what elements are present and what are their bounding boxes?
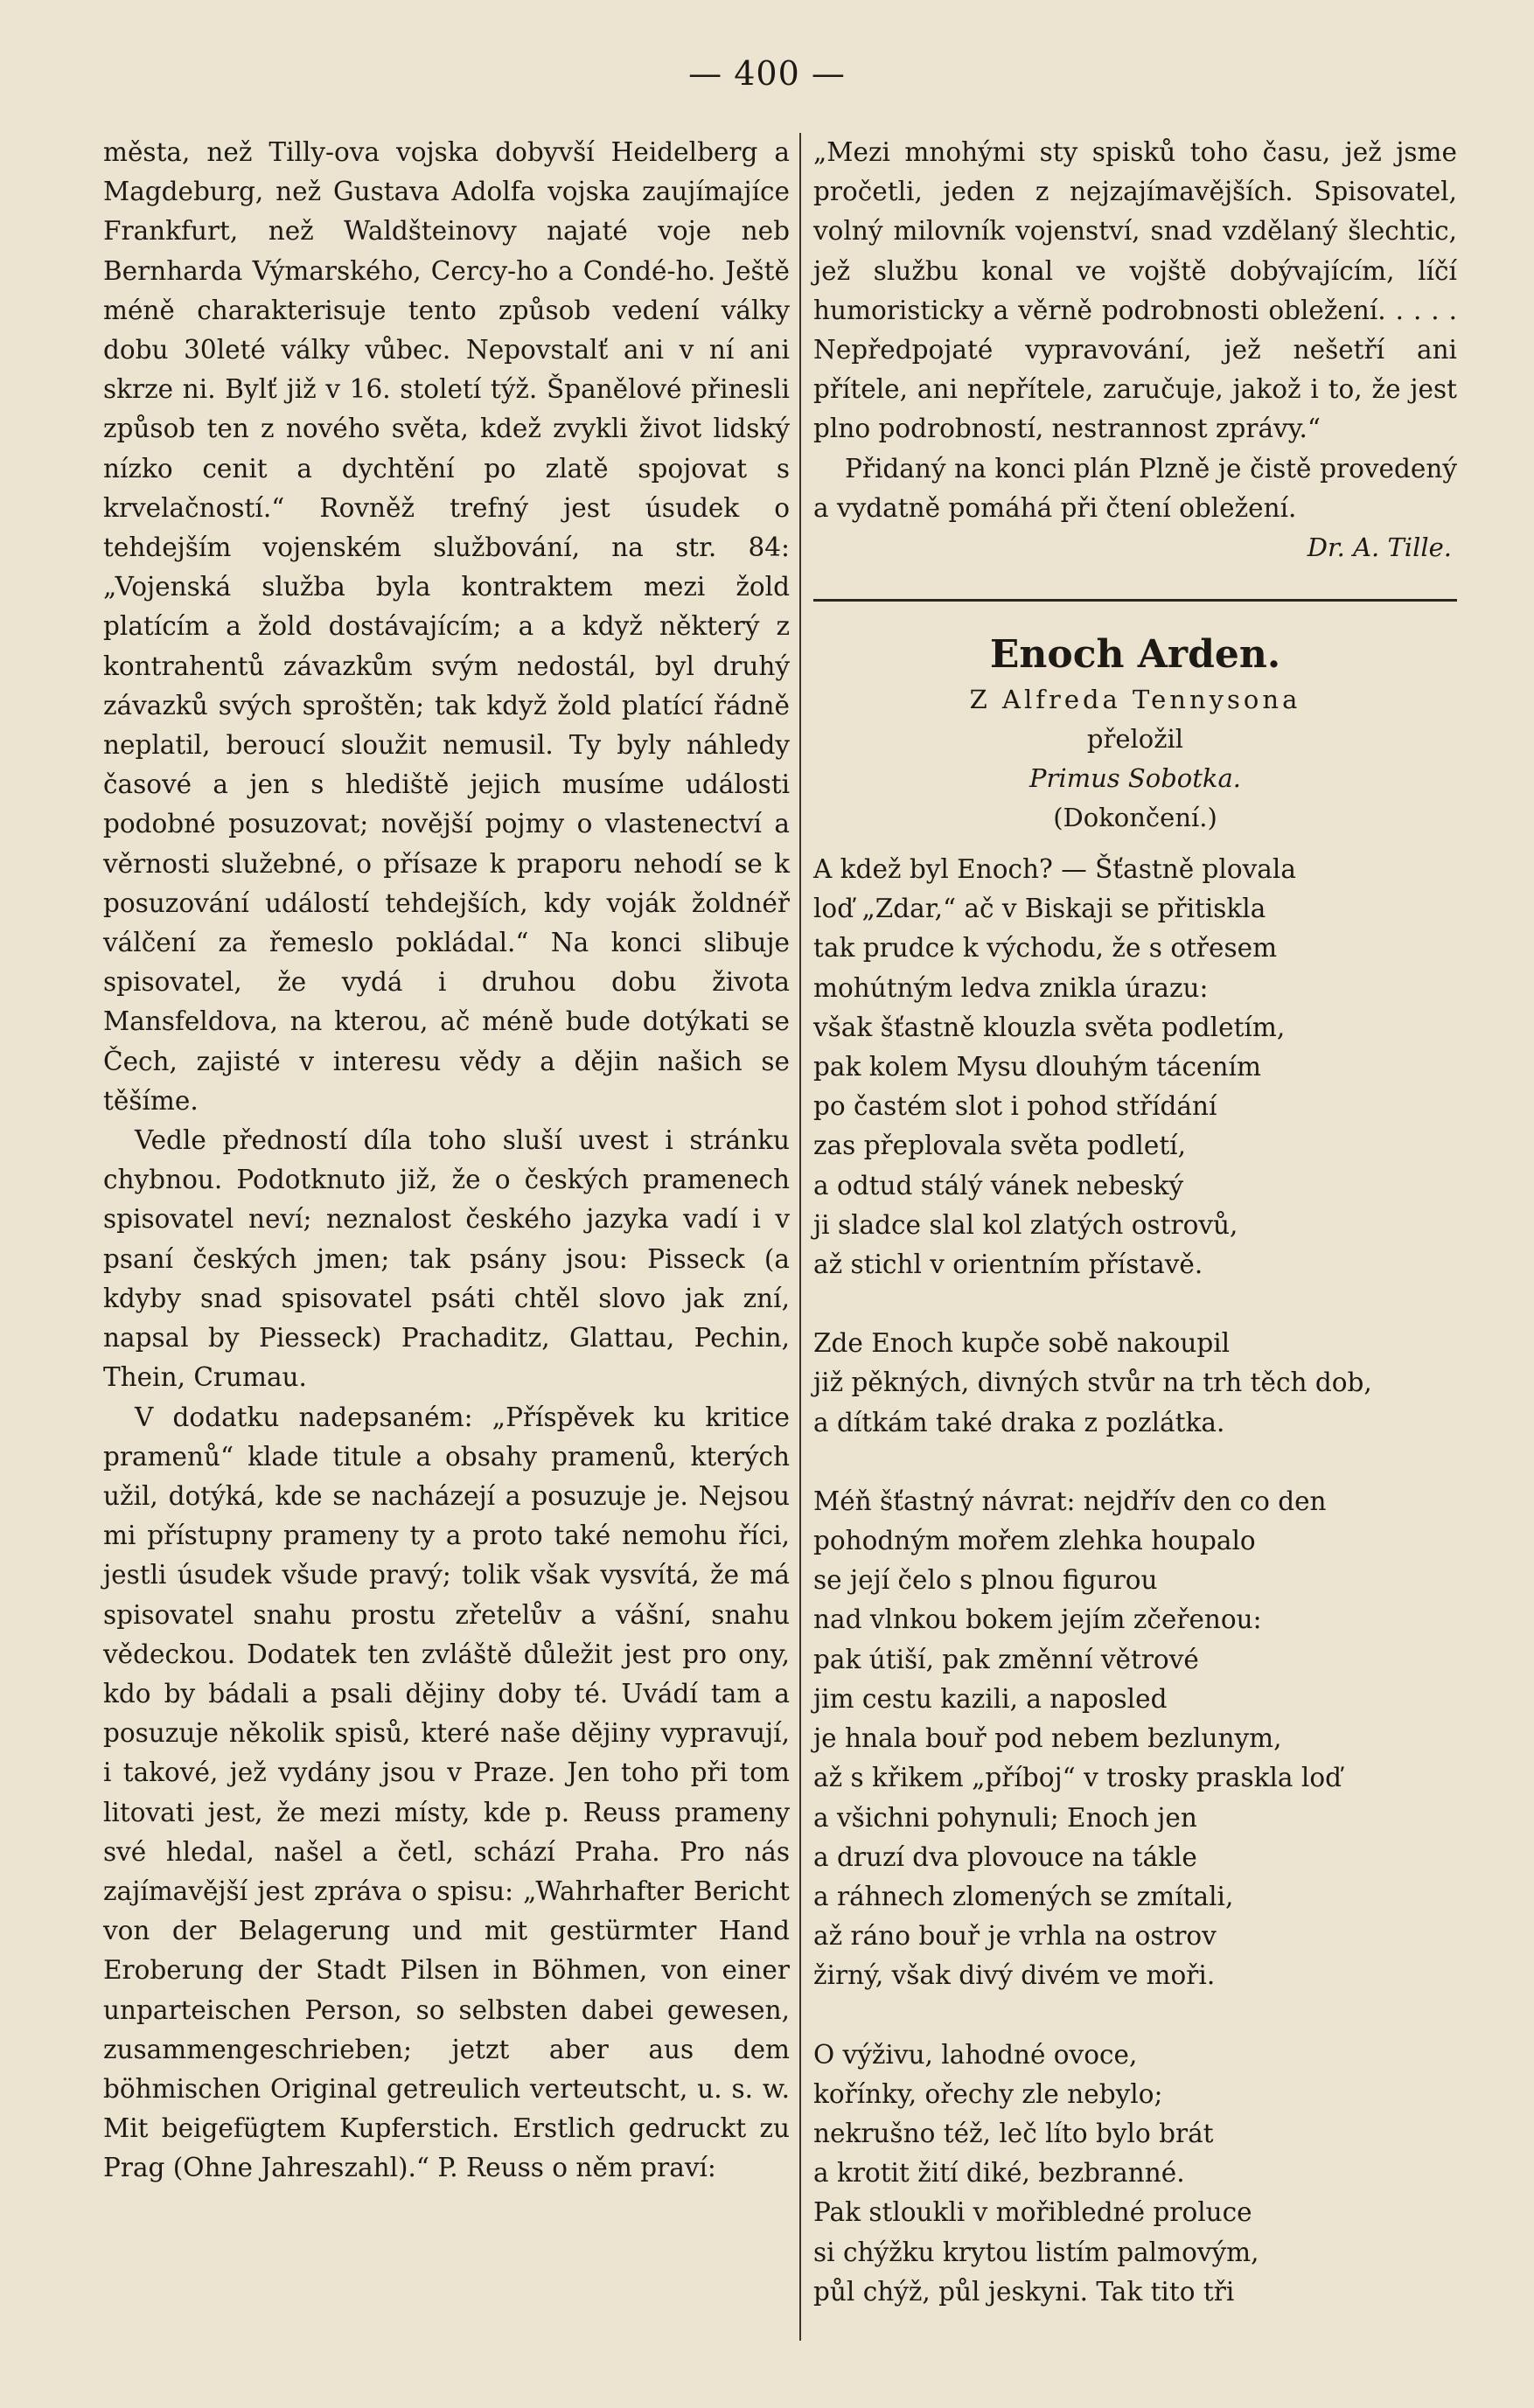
poem-line: Zde Enoch kupče sobě nakoupil	[813, 1328, 1231, 1359]
poem-line: až s křikem „příboj“ v trosky praskla loď	[813, 1763, 1342, 1793]
poem-line: pak útiší, pak změnní větrové	[813, 1644, 1199, 1674]
poem-line: Méň šťastný návrat: nejdřív den co den	[813, 1486, 1327, 1516]
poem-line: nad vlnkou bokem jejím zčeřenou:	[813, 1604, 1262, 1635]
poem-line: pohodným mořem zlehka houpalo	[813, 1526, 1256, 1556]
poem-line: již pěkných, divných stvůr na trh těch dob,	[813, 1368, 1372, 1398]
poem-line: až ráno bouř je vrhla na ostrov	[813, 1921, 1217, 1952]
poem-line: a ráhnech zlomených se zmítali,	[813, 1881, 1234, 1911]
poem-line: mohútným ledva znikla úrazu:	[813, 972, 1209, 1003]
poem-line: A kdež byl Enoch? — Šťastně plovala	[813, 854, 1296, 885]
poem-stanza	[813, 1324, 1457, 1443]
poem-line: a odtud stálý vánek nebeský	[813, 1170, 1184, 1201]
column-divider	[799, 133, 801, 2341]
poem-line: až stichl v orientním přístavě.	[813, 1249, 1203, 1280]
section-rule	[813, 599, 1457, 602]
poem-line: je hnala bouř pod nebem bezlunym,	[813, 1723, 1282, 1754]
page-number: — 400 —	[688, 54, 846, 93]
poem-line: jim cestu kazili, a naposled	[813, 1683, 1168, 1714]
poem-line: Pak stloukli v mořibledné proluce	[813, 2197, 1252, 2228]
poem-stanza	[813, 1482, 1457, 1996]
paragraph: V dodatku nadepsaném: „Příspěvek ku kritice pramenů“ klade titule a obsahy pramenů, kterých užil, dotýká, kde se nacházejí a posuzuje je. Nejsou mi přístupny prameny ty a proto také nemohu říci, jestli úsudek všude pravý; tolik však vysvítá, že má spisovatel snahu prostu zřetelův a vášní, snahu vědeckou. Dodatek ten zvláště důležit jest pro ony, kdo by bádali a psali dějiny doby té. Uvádí tam a posuzuje několik spisů, které naše dějiny vypravují, i takové, jež vydány jsou v Praze. Jen toho při tom litovati jest, že mezi místy, kde p. Reuss prameny své hledal, našel a četl, schází Praha. Pro nás zajímavější jest zpráva o spisu: „Wahrhafter Bericht von der Belagerung und mit gestürmter Hand Eroberung der Stadt Pilsen in Böhmen, von einer unparteischen Person, so selbsten dabei gewesen, zusammengeschrieben; jetzt aber aus dem böhmischen Original getreulich verteutscht, u. s. w. Mit beigefügtem Kupferstich. Erstlich gedruckt zu Prag (Ohne Jahreszahl).“ P. Reuss o něm praví:	[103, 1402, 790, 2183]
left-column	[103, 133, 790, 2189]
poem-translator-name: Primus Sobotka.	[1028, 763, 1241, 794]
poem-line: nekrušno též, leč líto bylo brát	[813, 2118, 1214, 2148]
poem-title: Enoch Arden.	[989, 632, 1281, 678]
poem-line: si chýžku krytou listím palmovým,	[813, 2237, 1259, 2267]
poem-translator-label: přeložil	[1086, 724, 1184, 755]
poem-line: kořínky, ořechy zle nebylo;	[813, 2078, 1163, 2109]
poem-line: O výživu, lahodné ovoce,	[813, 2039, 1138, 2070]
review-signature: Dr. A. Tille.	[1307, 532, 1452, 563]
review-quote	[813, 133, 1457, 528]
poem-body	[813, 850, 1457, 2312]
paragraph: Vedle předností díla toho sluší uvest i stránku chybnou. Podotknuto již, že o českých pramenech spisovatel neví; neznalost českého jazyka vadí i v psaní českých jmen; tak psány jsou: Pisseck (a kdyby snad spisovatel psáti chtěl slovo jak zní, napsal by Piesseck) Prachaditz, Glattau, Pechin, Thein, Crumau.	[103, 1125, 790, 1393]
right-column	[813, 133, 1457, 2312]
poem-stanza	[813, 2036, 1457, 2312]
poem-line: zas přeplovala světa podletí,	[813, 1131, 1186, 1161]
poem-line: a krotit žití diké, bezbranné.	[813, 2158, 1185, 2189]
poem-line: po častém slot i pohod střídání	[813, 1091, 1217, 1122]
poem-line: ji sladce slal kol zlatých ostrovů,	[813, 1209, 1238, 1240]
poem-line: žirný, však divý divém ve moři.	[813, 1960, 1216, 1991]
poem-header	[813, 630, 1457, 838]
poem-line: se její čelo s plnou figurou	[813, 1565, 1158, 1596]
poem-line: půl chýž, půl jeskyni. Tak tito tři	[813, 2276, 1235, 2307]
poem-line: loď „Zdar,“ ač v Biskaji se přitiskla	[813, 894, 1266, 924]
poem-line: a dítkám také draka z pozlátka.	[813, 1407, 1225, 1437]
paragraph: „Mezi mnohými sty spisků toho času, jež jsme pročetli, jeden z nejzajímavějších. Spisovatel, volný milovník vojenství, snad vzdělaný šlechtic, jež službu konal ve vojště dobývajícím, líčí humoristicky a věrně podrobnosti obležení. . . . . Nepředpojaté vypravování, jež nešetří ani přítele, ani nepřítele, zaručuje, jakož i to, že jest plno podrobností, nestrannost zprávy.“	[813, 137, 1457, 444]
poem-continuation: (Dokončení.)	[1053, 803, 1217, 833]
paragraph: města, než Tilly-ova vojska dobyvší Heidelberg a Magdeburg, než Gustava Adolfa vojska zaujímajíce Frankfurt, než Waldšteinovy najaté voje neb Bernharda Výmarského, Cercy-ho a Condé-ho. Ještě méně charakterisuje tento způsob vedení války dobu 30leté války vůbec. Nepovstalť ani v ní ani skrze ni. Bylť již v 16. století týž. Španělové přinesli způsob ten z nového světa, kdež zvykli život lidský nízko cenit a dychtění po zlatě spojovat s krvelačností.“ Rovněž trefný jest úsudek o tehdejším vojenském službování, na str. 84: „Vojenská služba byla kontraktem mezi žold platícím a žold dostávajícím; a a když některý z kontrahentů závazkům svým nedostál, byl druhý závazků svých sproštěn; tak když žold platící řádně neplatil, beroucí sloužit nemusil. Ty byly náhledy časové a jen s hlediště jejich musíme události podobné posuzovat; novější pojmy o vlastenectví a věrnosti služebné, o přísaze k praporu nehodí se k posuzování událostí tehdejších, kdy voják žoldnéř válčení za řemeslo pokládal.“ Na konci slibuje spisovatel, že vydá i druhou dobu života Mansfeldova, na kterou, ač méně bude dotýkati se Čech, zajisté v interesu vědy a dějin našich se těšíme.	[103, 137, 790, 1116]
poem-source: Z Alfreda Tennysona	[969, 685, 1301, 715]
poem-line: tak prudce k východu, že s otřesem	[813, 933, 1278, 964]
paragraph: Přidaný na konci plán Plzně je čistě provedený a vydatně pomáhá při čtení obležení.	[813, 453, 1457, 523]
poem-line: pak kolem Mysu dlouhým tácením	[813, 1052, 1261, 1082]
poem-line: a všichni pohynuli; Enoch jen	[813, 1802, 1197, 1833]
poem-line: však šťastně klouzla světa podletím,	[813, 1012, 1286, 1042]
poem-line: a druzí dva plovouce na tákle	[813, 1841, 1197, 1872]
poem-stanza	[813, 850, 1457, 1284]
